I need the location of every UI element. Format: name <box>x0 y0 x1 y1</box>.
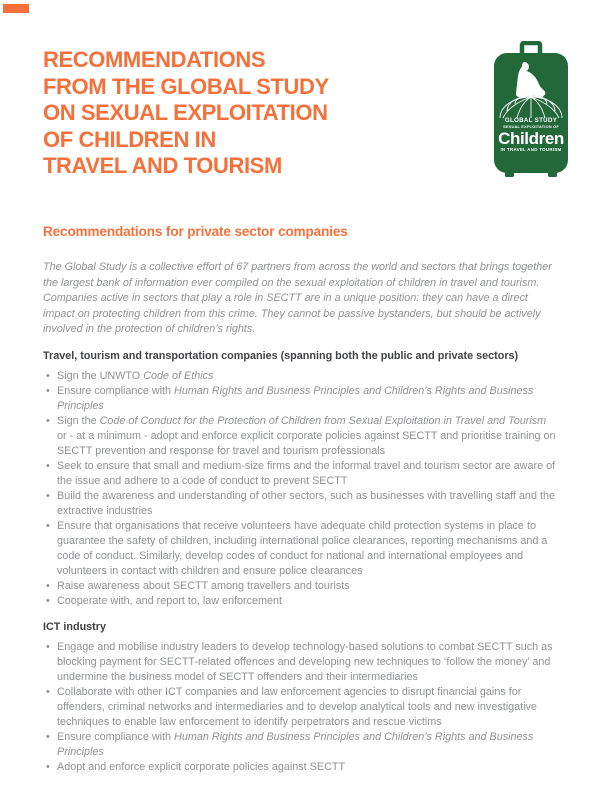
bullet-item: • Collaborate with other ICT companies and law enforcement agencies to disrupt financial gains for offenders, criminal networks and intermediaries and to develop analytical tools and new investigative techniques to enable law enforcement to identify perpetrators and rescue victims <box>43 685 558 730</box>
title-line: OF CHILDREN IN <box>43 126 216 152</box>
intro-paragraph: The Global Study is a collective effort of 67 partners from across the world and sectors that brings together the largest bank of information ever compiled on the sexual exploitation of children in travel and tourism. Companies active in sectors that play a role in SECTT are in a unique position: they can have a direct impact on protecting children from this crime. They cannot be passive bystanders, but should be actively involved in the protection of children’s rights. <box>43 261 552 336</box>
group-heading-ict-industry: ICT industry <box>43 620 106 633</box>
bullet-item: • Build the awareness and understanding of other sectors, such as businesses with travelling staff and the extractive industries <box>43 489 558 519</box>
bullet-item: • Cooperate with, and report to, law enforcement <box>43 594 558 609</box>
bullet-list-ict-industry <box>43 640 558 775</box>
bullet-item: • Ensure that organisations that receive volunteers have adequate child protection systems in place to guarantee the safety of children, including international police clearances, reporting mechanisms and a code of conduct. Similarly, develop codes of conduct for national and international employees and volunteers in contact with children and ensure police clearances <box>43 519 558 579</box>
bullet-item: • Adopt and enforce explicit corporate policies against SECTT <box>43 760 558 775</box>
bullet-item: • Raise awareness about SECTT among travellers and tourists <box>43 579 558 594</box>
bullet-item: • Ensure compliance with Human Rights and Business Principles and Children’s Rights and Business Principles <box>43 730 558 760</box>
logo-text-sexual-exploitation-of: SEXUAL EXPLOITATION OF <box>503 124 559 129</box>
bullet-item: • Ensure compliance with Human Rights and Business Principles and Children’s Rights and Business Principles <box>43 384 558 414</box>
title-line: FROM THE GLOBAL STUDY <box>43 73 329 99</box>
bullet-item: • Engage and mobilise industry leaders to develop technology-based solutions to combat SECTT such as blocking payment for SECTT-related offences and developing new techniques to ‘follow the money’ and undermine the business model of SECTT offenders and their intermediaries <box>43 640 558 685</box>
title-line: ON SEXUAL EXPLOITATION <box>43 100 328 125</box>
logo-text-children: Children <box>498 129 564 148</box>
bullet-list-travel-tourism <box>43 369 558 609</box>
bullet-item: • Seek to ensure that small and medium-size firms and the informal travel and tourism sector are aware of the issue and adhere to a code of conduct to prevent SECTT <box>43 459 558 489</box>
logo-text-global-study: GLOBAL STUDY <box>504 117 558 124</box>
section-heading: Recommendations for private sector companies <box>43 224 348 239</box>
group-heading-travel-tourism: Travel, tourism and transportation companies (spanning both the public and private sectors) <box>43 349 519 362</box>
bullet-item: • Sign the Code of Conduct for the Protection of Children from Sexual Exploitation in Travel and Tourism or - at a minimum - adopt and enforce explicit corporate policies against SECTT and prioritise training on SECTT prevention and response for travel and tourism professionals <box>43 414 558 459</box>
title-line: RECOMMENDATIONS <box>43 47 266 72</box>
logo-text-in-travel-and-tourism: IN TRAVEL AND TOURISM <box>500 147 562 152</box>
title-line: TRAVEL AND TOURISM <box>43 153 282 178</box>
bullet-item: • Sign the UNWTO Code of Ethics <box>43 369 558 384</box>
